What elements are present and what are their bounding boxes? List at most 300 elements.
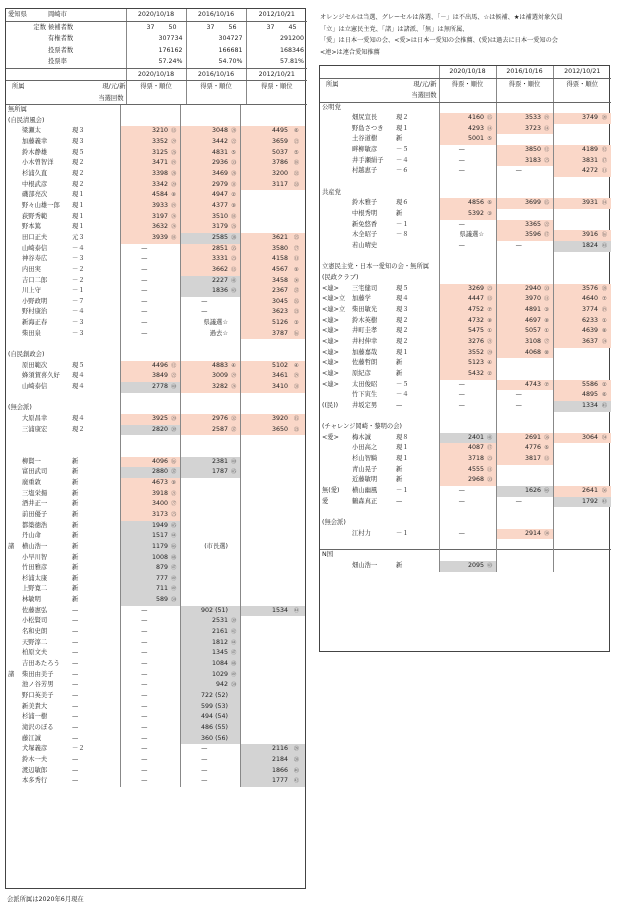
vote-rank — [541, 475, 553, 486]
vote-count — [180, 478, 228, 489]
candidate-status: 現４ — [72, 383, 85, 391]
candidate-status: 新 — [396, 369, 403, 377]
section-empty — [168, 350, 180, 361]
vote-rank: ㉗ — [288, 244, 305, 255]
party-mark: 諸 — [8, 670, 15, 678]
vote-rank — [228, 744, 240, 755]
vote-count: — — [439, 220, 484, 231]
candidate-row — [320, 348, 611, 359]
candidate-name: 三浦康宏 — [22, 425, 48, 433]
blank-cell — [320, 177, 350, 188]
section-empty — [240, 403, 288, 414]
candidate-status: －４ — [72, 308, 85, 316]
vote-rank — [228, 723, 240, 734]
vote-rank — [168, 691, 180, 702]
vote-rank — [168, 755, 180, 766]
candidate-name: 鶴森真正 — [352, 497, 378, 505]
vote-rank — [168, 254, 180, 265]
blank-cell — [6, 446, 20, 457]
candidate-status: －１ — [396, 487, 409, 495]
vote-rank: ㉑ — [168, 489, 180, 500]
section-empty — [180, 403, 228, 414]
candidate-name: 田口正夫 — [22, 233, 48, 241]
vote-count: 942 — [180, 680, 228, 691]
section-empty — [496, 550, 541, 561]
party-mark — [6, 126, 20, 137]
vote-rank — [598, 348, 611, 359]
vote-rank: ㉑ — [484, 337, 496, 348]
blank-cell — [120, 393, 168, 404]
vote-count — [180, 584, 228, 595]
vote-count: — — [120, 638, 168, 649]
vote-count: 3621 — [240, 233, 288, 244]
candidate-name: 柴田泉 — [22, 329, 41, 337]
blank-row — [6, 393, 305, 404]
candidate-name: 鈴木一夫 — [22, 755, 48, 763]
vote-header: 得票・順位 — [246, 81, 307, 93]
section-empty — [288, 403, 305, 414]
candidate-row — [6, 521, 305, 532]
candidate-status: 新 — [72, 564, 79, 572]
vote-count: — — [180, 766, 228, 777]
vote-count: — — [439, 390, 484, 401]
candidate-count: 45 — [288, 23, 297, 31]
candidate-status: 新 — [72, 510, 79, 518]
vote-rank: ⑤ — [484, 134, 496, 145]
vote-rank: ⑳ — [484, 348, 496, 359]
summary-value — [246, 21, 307, 33]
vote-count: 3352 — [120, 137, 168, 148]
candidate-status: 元３ — [72, 233, 85, 241]
candidate-row — [6, 158, 305, 169]
vote-count: 2820 — [120, 425, 168, 436]
vote-count — [180, 563, 228, 574]
vote-rank — [168, 616, 180, 627]
party-mark — [6, 531, 20, 542]
candidate-row — [320, 220, 611, 231]
candidate-row — [6, 680, 305, 691]
vote-count: (市長選) — [180, 542, 228, 553]
vote-rank — [288, 616, 305, 627]
candidate-status: 現２ — [396, 114, 409, 122]
vote-rank — [484, 220, 496, 231]
blank-cell — [320, 539, 350, 550]
vote-rank — [598, 220, 611, 231]
vote-rank: ㊲ — [228, 425, 240, 436]
vote-rank — [288, 563, 305, 574]
vote-count — [180, 510, 228, 521]
candidate-status: 新 — [72, 574, 79, 582]
candidate-row — [320, 486, 611, 497]
candidate-name: 野本篤 — [22, 223, 41, 231]
vote-rank — [228, 563, 240, 574]
party-header: 所属 — [12, 83, 25, 90]
vote-count: — — [496, 166, 541, 177]
vote-rank — [484, 401, 496, 412]
candidate-row — [320, 230, 611, 241]
vote-rank — [168, 702, 180, 713]
blank-cell — [168, 435, 180, 446]
vote-count: 4567 — [240, 265, 288, 276]
candidate-row — [6, 574, 305, 585]
section-empty — [496, 262, 541, 273]
vote-rank — [288, 574, 305, 585]
vote-count: 3064 — [553, 433, 598, 444]
vote-count: — — [120, 244, 168, 255]
candidate-name: 野島さつき — [352, 124, 384, 132]
vote-count: 4189 — [553, 145, 598, 156]
vote-count — [553, 209, 598, 220]
party-mark — [6, 222, 20, 233]
blank-cell — [439, 252, 484, 263]
candidate-name: 野口英美子 — [22, 692, 54, 700]
vote-count: — — [120, 318, 168, 329]
vote-rank: ㉛ — [288, 382, 305, 393]
candidate-name: 前田優子 — [22, 510, 48, 518]
vote-count — [240, 648, 288, 659]
vote-count: 3580 — [240, 244, 288, 255]
candidate-name: 山崎泰信 — [22, 383, 48, 391]
vote-count: 6233 — [553, 316, 598, 327]
candidate-name: 吉田あたろう — [22, 660, 60, 668]
vote-count: 4293 — [439, 124, 484, 135]
blank-cell — [20, 435, 70, 446]
vote-count: 3817 — [496, 454, 541, 465]
vote-rank: ㊹ — [168, 531, 180, 542]
vote-count: 4555 — [439, 465, 484, 476]
date-col-2020: 2020/10/18 — [439, 66, 496, 78]
vote-rank: ㉖ — [228, 222, 240, 233]
vote-count: 486 (55) — [180, 723, 228, 734]
vote-rank: ㉕ — [288, 233, 305, 244]
vote-rank — [598, 209, 611, 220]
vote-rank — [228, 510, 240, 521]
party-mark — [320, 390, 350, 401]
candidate-name: 竹下寅生 — [352, 391, 378, 399]
candidate-name: 鈴木英樹 — [352, 316, 378, 324]
candidate-row — [6, 723, 305, 734]
blank-cell — [228, 339, 240, 350]
vote-count: 4272 — [553, 166, 598, 177]
footer-note: 会派所属は2020年6月現在 — [7, 896, 84, 903]
candidate-status: — — [72, 692, 79, 700]
vote-count — [240, 616, 288, 627]
vote-rank — [168, 329, 180, 340]
candidate-name: 竹田雅彦 — [22, 564, 48, 572]
vote-count: 2968 — [439, 475, 484, 486]
candidate-status: 新 — [72, 532, 79, 540]
summary-sublabel: 候補者数 — [48, 23, 74, 31]
vote-count: 4087 — [439, 443, 484, 454]
vote-count: — — [439, 401, 484, 412]
party-mark: <連> — [322, 359, 339, 367]
vote-count: 3918 — [120, 489, 168, 500]
vote-rank — [288, 670, 305, 681]
vote-count: 4096 — [120, 457, 168, 468]
party-mark — [6, 254, 20, 265]
candidate-row — [6, 467, 305, 478]
vote-rank: ㉔ — [168, 212, 180, 223]
vote-count: — — [120, 659, 168, 670]
candidate-status: 新 — [396, 562, 403, 570]
summary-value: 166681 — [186, 45, 246, 57]
vote-count: 722 (52) — [180, 691, 228, 702]
vote-count: 2778 — [120, 382, 168, 393]
blank-cell — [120, 446, 168, 457]
vote-rank — [598, 561, 611, 572]
candidate-status: 新 — [72, 500, 79, 508]
party-mark — [6, 180, 20, 191]
vote-rank: ㊻ — [168, 542, 180, 553]
party-mark — [6, 574, 20, 585]
section-empty — [439, 518, 484, 529]
candidate-status: 現１ — [396, 124, 409, 132]
vote-rank: ㉞ — [541, 529, 553, 540]
candidate-row — [6, 744, 305, 755]
candidate-name: 小田高之 — [352, 444, 378, 452]
vote-count: — — [120, 616, 168, 627]
vote-rank: ㉘ — [168, 169, 180, 180]
vote-count — [240, 510, 288, 521]
vote-rank: ㊵ — [288, 766, 305, 777]
vote-rank — [598, 124, 611, 135]
vote-rank: ⑱ — [288, 158, 305, 169]
vote-count: — — [120, 265, 168, 276]
candidate-status: 新 — [72, 489, 79, 497]
vote-rank: ㉙ — [168, 137, 180, 148]
vote-header: 得票・順位 — [496, 78, 553, 90]
section-row — [320, 103, 611, 114]
vote-rank: ④ — [484, 358, 496, 369]
section-empty — [496, 273, 541, 284]
vote-count — [553, 561, 598, 572]
vote-rank: ⑦ — [598, 294, 611, 305]
vote-count: 4947 — [180, 190, 228, 201]
candidate-name: 加藤嘉哉 — [352, 348, 378, 356]
vote-rank — [598, 465, 611, 476]
vote-count — [180, 531, 228, 542]
candidate-status: — — [72, 617, 79, 625]
vote-rank — [228, 489, 240, 500]
candidate-row — [320, 433, 611, 444]
candidate-row — [320, 337, 611, 348]
vote-rank — [168, 307, 180, 318]
party-mark — [6, 702, 20, 713]
candidate-name: 三宅健司 — [352, 284, 378, 292]
candidate-row — [6, 712, 305, 723]
vote-count: 2914 — [496, 529, 541, 540]
vote-count: 4891 — [496, 305, 541, 316]
section-empty — [598, 273, 611, 284]
candidate-row — [6, 489, 305, 500]
candidate-status: －１ — [72, 287, 85, 295]
blank-cell — [496, 507, 541, 518]
vote-rank — [288, 734, 305, 745]
blank-cell — [228, 393, 240, 404]
vote-header: 得票・順位 — [439, 78, 496, 90]
party-mark — [6, 414, 20, 425]
blank-cell — [288, 393, 305, 404]
party-mark — [320, 443, 350, 454]
vote-count: — — [180, 297, 228, 308]
vote-count — [496, 358, 541, 369]
section-empty — [240, 116, 288, 127]
candidate-status: 現２ — [396, 337, 409, 345]
party-mark — [6, 307, 20, 318]
vote-count — [240, 201, 288, 212]
count-header: 当選回数 — [380, 90, 439, 102]
vote-rank — [288, 201, 305, 212]
section-row — [320, 550, 611, 561]
vote-count: 4495 — [240, 126, 288, 137]
vote-rank: ㉜ — [228, 414, 240, 425]
vote-rank: ㉒ — [168, 371, 180, 382]
vote-rank: ㉓ — [288, 307, 305, 318]
candidate-name: 吉口二郎 — [22, 276, 48, 284]
party-mark — [6, 233, 20, 244]
blank-cell — [288, 435, 305, 446]
summary-label — [6, 45, 46, 57]
candidate-name: 柏原文夫 — [22, 649, 48, 657]
vote-rank — [288, 531, 305, 542]
blank-cell — [598, 252, 611, 263]
section-empty — [120, 350, 168, 361]
vote-count: — — [496, 497, 541, 508]
vote-rank: ㉟ — [228, 244, 240, 255]
vote-rank: ㉒ — [541, 220, 553, 231]
vote-count: 360 (56) — [180, 734, 228, 745]
candidate-name: 神谷寿広 — [22, 255, 48, 263]
party-mark — [320, 198, 350, 209]
candidate-row — [320, 358, 611, 369]
vote-rank — [484, 486, 496, 497]
candidate-status: — — [72, 660, 79, 668]
vote-rank: ① — [484, 326, 496, 337]
vote-count: 5392 — [439, 209, 484, 220]
vote-count: 過去☆ — [180, 329, 228, 340]
date-col-2016: 2016/10/16 — [186, 9, 246, 21]
section-empty — [496, 422, 541, 433]
party-mark: <連> — [322, 316, 339, 324]
candidate-name: 小野政明 — [22, 297, 48, 305]
vote-count: 3933 — [120, 201, 168, 212]
vote-rank — [288, 521, 305, 532]
candidate-name: 藤江誠 — [22, 734, 41, 742]
blank-cell — [439, 507, 484, 518]
party-header: 所属 — [326, 80, 339, 88]
party-mark — [320, 454, 350, 465]
candidate-row — [6, 382, 305, 393]
candidate-name: 鈴木静雄 — [22, 148, 48, 156]
candidate-name: 本多秀行 — [22, 777, 48, 785]
party-mark: <連> — [322, 327, 339, 335]
vote-rank: ㊿ — [228, 680, 240, 691]
vote-count: 1949 — [120, 521, 168, 532]
party-mark — [6, 563, 20, 574]
candidate-status: 新 — [396, 135, 403, 143]
candidate-row — [6, 776, 305, 787]
vote-rank: ㉝ — [288, 180, 305, 191]
vote-rank — [228, 531, 240, 542]
candidate-row — [320, 529, 611, 540]
candidate-status: 新 — [72, 468, 79, 476]
vote-count — [240, 542, 288, 553]
date-col-2020: 2020/10/18 — [126, 68, 186, 81]
vote-count: — — [120, 712, 168, 723]
candidate-name: 渡辺敏郎 — [22, 766, 48, 774]
candidate-row — [6, 595, 305, 606]
summary-value: 304727 — [186, 33, 246, 45]
blank-cell — [439, 539, 484, 550]
vote-rank: ㊳ — [228, 233, 240, 244]
vote-count — [240, 563, 288, 574]
vote-rank — [541, 134, 553, 145]
party-mark — [6, 276, 20, 287]
blank-cell — [350, 507, 394, 518]
candidate-status: 現１ — [72, 201, 85, 209]
legend-notes — [320, 12, 612, 58]
vote-rank: ㉕ — [541, 156, 553, 167]
vote-count: 5037 — [240, 148, 288, 159]
party-mark — [6, 712, 20, 723]
vote-rank: ㊴ — [228, 616, 240, 627]
party-mark — [320, 529, 350, 540]
candidate-row — [6, 307, 305, 318]
vote-rank: ② — [598, 380, 611, 391]
section-empty — [180, 105, 228, 116]
party-mark — [320, 166, 350, 177]
vote-rank — [168, 648, 180, 659]
vote-count: — — [439, 529, 484, 540]
vote-count: 3920 — [240, 414, 288, 425]
vote-count: 3916 — [553, 230, 598, 241]
section-empty — [228, 105, 240, 116]
vote-rank — [168, 286, 180, 297]
blank-row — [6, 435, 305, 446]
vote-rank: ④ — [288, 361, 305, 372]
vote-rank: ㊾ — [228, 670, 240, 681]
vote-count — [496, 465, 541, 476]
vote-count: 県議選☆ — [439, 230, 484, 241]
vote-count: 711 — [120, 584, 168, 595]
candidate-row — [6, 265, 305, 276]
candidate-name: 柳賢一 — [22, 457, 41, 465]
vote-rank — [228, 329, 240, 340]
party-mark: <連> — [322, 348, 339, 356]
vote-rank: ⑲ — [168, 158, 180, 169]
vote-rank: ⑬ — [541, 454, 553, 465]
vote-rank — [228, 595, 240, 606]
vote-rank — [228, 766, 240, 777]
party-mark — [320, 230, 350, 241]
section-empty — [553, 188, 598, 199]
right-candidate-table — [320, 103, 611, 572]
candidate-name: 太田俊昭 — [352, 380, 378, 388]
candidate-status — [394, 241, 439, 252]
vote-count: — — [439, 486, 484, 497]
blank-cell — [394, 177, 439, 188]
vote-count: 3510 — [180, 212, 228, 223]
candidate-status: — — [72, 670, 79, 678]
summary-row — [6, 21, 307, 33]
vote-count: 4068 — [496, 348, 541, 359]
vote-rank: ⑦ — [484, 305, 496, 316]
vote-rank: ㊲ — [168, 467, 180, 478]
vote-rank: ㉒ — [228, 137, 240, 148]
vote-rank: ㊱ — [598, 486, 611, 497]
section-empty — [120, 105, 168, 116]
vote-rank — [288, 212, 305, 223]
